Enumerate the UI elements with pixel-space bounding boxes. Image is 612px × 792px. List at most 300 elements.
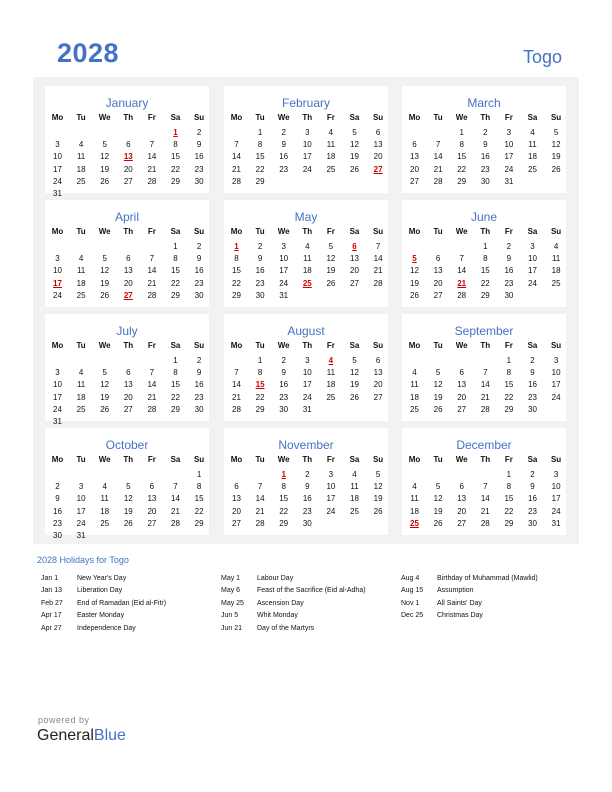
month-title: May: [294, 210, 318, 224]
day-cell: 12: [326, 254, 336, 264]
holiday-name: Christmas Day: [437, 612, 483, 620]
day-cell: 26: [350, 164, 359, 174]
day-cell: 16: [528, 380, 537, 390]
weekday-label: Th: [480, 341, 491, 350]
day-cell: 16: [255, 266, 265, 276]
day-cell: 30: [504, 290, 514, 300]
weekday-label: Mo: [408, 341, 421, 350]
day-cell: 26: [410, 290, 419, 300]
day-cell: 2: [55, 482, 60, 492]
month-title: April: [114, 210, 139, 224]
day-cell: 12: [123, 494, 133, 504]
weekday-label: Mo: [408, 227, 421, 236]
day-cell: 30: [194, 404, 204, 414]
weekday-label: Th: [480, 113, 491, 122]
day-cell: 25: [326, 392, 336, 402]
day-cell: 12: [100, 152, 110, 162]
month-panel: [224, 314, 388, 421]
day-cell: 7: [173, 482, 178, 492]
day-cell: 21: [232, 392, 241, 402]
day-cell: 14: [480, 380, 490, 390]
weekday-label: Sa: [349, 227, 360, 236]
holiday-date: Aug 4: [401, 575, 420, 582]
month-panel: [224, 200, 388, 307]
day-cell: 18: [100, 506, 110, 516]
day-cell: 7: [149, 368, 155, 378]
weekday-label: Tu: [76, 227, 86, 236]
holiday-day-cell: 1: [234, 242, 239, 251]
day-cell: 21: [232, 164, 241, 174]
day-cell: 31: [551, 518, 561, 528]
day-cell: 11: [100, 494, 109, 504]
day-cell: 24: [279, 278, 289, 288]
day-cell: 15: [194, 494, 204, 504]
day-cell: 15: [504, 380, 514, 390]
weekday-label: We: [98, 113, 111, 122]
weekday-label: Tu: [255, 227, 265, 236]
weekday-label: Tu: [255, 113, 265, 122]
month-title: October: [105, 438, 149, 452]
weekday-label: Sa: [349, 113, 360, 122]
day-cell: 18: [76, 278, 86, 288]
holiday-day-cell: 25: [302, 278, 312, 288]
weekday-label: Mo: [230, 113, 243, 122]
day-cell: 6: [375, 128, 381, 137]
day-cell: 9: [506, 254, 512, 264]
day-cell: 26: [433, 404, 443, 414]
holiday-row: [221, 612, 401, 624]
weekday-label: Fr: [504, 455, 513, 464]
day-cell: 17: [53, 164, 62, 174]
day-cell: 22: [504, 392, 514, 402]
day-cell: 19: [123, 506, 133, 516]
day-cell: 11: [76, 266, 86, 276]
day-cell: 24: [504, 164, 514, 174]
day-cell: 2: [281, 356, 286, 365]
weekday-label: Th: [302, 113, 313, 122]
day-cell: 18: [326, 380, 336, 390]
day-cell: 21: [373, 266, 383, 276]
day-cell: 20: [373, 380, 383, 390]
holiday-date: Nov 1: [401, 599, 420, 607]
day-cell: 31: [279, 290, 289, 300]
day-cell: 16: [480, 152, 490, 162]
month-title: August: [287, 324, 325, 338]
month-panel: [224, 86, 388, 193]
day-cell: 22: [171, 278, 180, 288]
weekday-label: Fr: [147, 113, 156, 122]
holiday-date: Aug 15: [401, 587, 424, 595]
holiday-row: [221, 587, 401, 599]
day-cell: 2: [483, 128, 488, 137]
day-cell: 29: [504, 518, 514, 528]
day-cell: 17: [504, 152, 514, 162]
day-cell: 13: [457, 494, 467, 504]
day-cell: 1: [459, 128, 464, 137]
day-cell: 3: [553, 356, 559, 365]
day-cell: 5: [435, 368, 441, 378]
day-cell: 8: [173, 368, 178, 378]
weekday-label: We: [98, 227, 111, 236]
day-cell: 27: [123, 176, 133, 186]
holiday-day-cell: 1: [281, 470, 286, 479]
day-cell: 29: [194, 518, 204, 528]
weekday-label: Tu: [255, 341, 265, 350]
day-cell: 23: [194, 164, 204, 174]
weekday-label: Su: [372, 455, 384, 464]
weekday-label: Tu: [76, 455, 86, 464]
day-cell: 9: [196, 368, 202, 378]
holiday-row: [41, 575, 221, 587]
weekday-label: Mo: [51, 341, 64, 350]
day-cell: 29: [480, 290, 490, 300]
day-cell: 22: [255, 164, 265, 174]
weekday-label: Sa: [349, 455, 360, 464]
day-cell: 1: [257, 356, 263, 365]
day-cell: 30: [53, 531, 62, 540]
holiday-name: New Year's Day: [77, 575, 127, 582]
day-cell: 29: [171, 176, 180, 186]
weekday-label: We: [277, 227, 290, 236]
day-cell: 4: [412, 482, 417, 492]
day-cell: 31: [53, 189, 62, 198]
holiday-name: Independence Day: [77, 624, 136, 632]
holiday-date: Jan 13: [41, 587, 63, 595]
day-cell: 14: [232, 152, 241, 162]
weekday-label: Fr: [147, 227, 156, 236]
weekday-label: Fr: [326, 341, 335, 350]
day-cell: 2: [257, 242, 263, 251]
day-cell: 29: [171, 404, 180, 414]
holiday-day-cell: 4: [328, 356, 334, 365]
weekday-label: We: [455, 455, 468, 464]
day-cell: 24: [302, 164, 312, 174]
day-cell: 10: [302, 368, 312, 378]
month-panel: [45, 314, 209, 426]
day-cell: 28: [147, 404, 157, 414]
day-cell: 18: [410, 506, 419, 516]
month-title: March: [467, 96, 501, 110]
day-cell: 30: [302, 518, 312, 528]
day-cell: 29: [232, 290, 241, 300]
day-cell: 29: [457, 176, 467, 186]
day-cell: 14: [480, 494, 490, 504]
day-cell: 16: [194, 380, 204, 390]
day-cell: 6: [149, 482, 155, 492]
day-cell: 11: [326, 140, 336, 150]
holiday-date: Jun 5: [221, 612, 239, 620]
holiday-row: [221, 600, 401, 612]
day-cell: 8: [459, 140, 464, 150]
day-cell: 18: [350, 494, 359, 504]
weekday-label: Su: [193, 113, 205, 122]
holiday-row: [401, 600, 581, 612]
day-cell: 21: [147, 278, 157, 288]
day-cell: 18: [76, 392, 86, 402]
holiday-name: Day of the Martyrs: [257, 624, 315, 632]
day-cell: 23: [53, 518, 62, 528]
holiday-column: [221, 575, 401, 637]
weekday-label: Sa: [527, 341, 538, 350]
holiday-row: [41, 587, 221, 599]
day-cell: 5: [328, 242, 334, 251]
day-cell: 22: [279, 506, 289, 516]
day-cell: 28: [232, 176, 241, 186]
holiday-name: All Saints' Day: [437, 599, 482, 607]
day-cell: 8: [173, 254, 178, 264]
day-cell: 1: [257, 128, 263, 137]
weekday-label: We: [277, 113, 290, 122]
day-cell: 3: [55, 254, 60, 264]
day-cell: 25: [528, 164, 537, 174]
day-cell: 7: [483, 368, 488, 378]
weekday-label: Fr: [326, 113, 335, 122]
day-cell: 14: [457, 266, 467, 276]
month-title: September: [454, 324, 514, 338]
day-cell: 1: [506, 356, 512, 365]
day-cell: 16: [302, 494, 312, 504]
weekday-label: We: [277, 455, 290, 464]
day-cell: 5: [126, 482, 131, 492]
day-cell: 14: [147, 152, 157, 162]
day-cell: 19: [410, 278, 419, 288]
day-cell: 1: [173, 356, 178, 365]
day-cell: 22: [504, 506, 514, 516]
day-cell: 29: [504, 404, 514, 414]
day-cell: 18: [410, 392, 419, 402]
weekday-label: Tu: [433, 341, 443, 350]
day-cell: 23: [302, 506, 312, 516]
day-cell: 24: [53, 290, 62, 300]
day-cell: 9: [55, 494, 60, 504]
brand-logo[interactable]: [37, 727, 126, 745]
day-cell: 7: [435, 140, 441, 150]
day-cell: 1: [483, 242, 488, 251]
day-cell: 17: [76, 506, 86, 516]
day-cell: 23: [528, 506, 537, 516]
day-cell: 11: [410, 494, 419, 504]
day-cell: 17: [302, 380, 312, 390]
day-cell: 8: [257, 368, 263, 378]
day-cell: 5: [435, 482, 441, 492]
day-cell: 27: [373, 392, 383, 402]
weekday-label: Th: [123, 227, 134, 236]
day-cell: 16: [53, 506, 62, 516]
weekday-label: Th: [302, 227, 313, 236]
day-cell: 22: [194, 506, 204, 516]
day-cell: 20: [373, 152, 383, 162]
day-cell: 25: [551, 278, 561, 288]
day-cell: 28: [232, 404, 241, 414]
weekday-label: Th: [480, 227, 491, 236]
day-cell: 1: [196, 470, 202, 479]
day-cell: 3: [530, 242, 535, 251]
weekday-label: Mo: [408, 455, 421, 464]
holiday-date: Dec 25: [401, 612, 424, 620]
day-cell: 26: [433, 518, 443, 528]
day-cell: 29: [171, 290, 180, 300]
day-cell: 2: [530, 356, 535, 365]
day-cell: 7: [483, 482, 488, 492]
day-cell: 10: [53, 380, 62, 390]
day-cell: 16: [528, 494, 537, 504]
day-cell: 10: [326, 482, 336, 492]
weekday-label: Tu: [433, 227, 443, 236]
day-cell: 23: [480, 164, 490, 174]
day-cell: 21: [433, 164, 443, 174]
holiday-day-cell: 15: [255, 380, 265, 390]
day-cell: 6: [459, 368, 464, 378]
day-cell: 13: [123, 380, 133, 390]
day-cell: 28: [147, 290, 157, 300]
holiday-row: [41, 625, 221, 637]
day-cell: 21: [147, 164, 157, 174]
day-cell: 8: [196, 482, 202, 492]
day-cell: 3: [553, 470, 559, 479]
day-cell: 15: [171, 266, 180, 276]
weekday-label: Fr: [504, 113, 513, 122]
weekday-label: Fr: [147, 455, 156, 464]
day-cell: 3: [78, 482, 84, 492]
holiday-day-cell: 27: [373, 164, 383, 174]
weekday-label: Th: [302, 455, 313, 464]
day-cell: 28: [171, 518, 180, 528]
day-cell: 20: [350, 266, 359, 276]
day-cell: 21: [171, 506, 180, 516]
day-cell: 31: [504, 176, 514, 186]
day-cell: 24: [528, 278, 537, 288]
weekday-label: Tu: [255, 455, 265, 464]
month-panel: [402, 428, 566, 535]
day-cell: 31: [76, 531, 86, 540]
day-cell: 18: [528, 152, 537, 162]
day-cell: 9: [530, 482, 535, 492]
day-cell: 26: [100, 404, 110, 414]
month-title: February: [281, 96, 331, 110]
day-cell: 9: [483, 140, 488, 150]
day-cell: 13: [373, 368, 383, 378]
weekday-label: Mo: [408, 113, 421, 122]
day-cell: 8: [483, 254, 488, 264]
day-cell: 12: [100, 380, 110, 390]
holiday-column: [401, 575, 581, 625]
day-cell: 25: [326, 164, 336, 174]
day-cell: 19: [326, 266, 336, 276]
day-cell: 9: [305, 482, 310, 492]
holiday-day-cell: 5: [412, 254, 417, 264]
holiday-row: [401, 575, 581, 587]
day-cell: 3: [305, 356, 310, 365]
day-cell: 14: [232, 380, 241, 390]
day-cell: 7: [257, 482, 263, 492]
day-cell: 4: [553, 242, 559, 251]
weekday-label: Sa: [170, 455, 181, 464]
year-title: 2028: [57, 38, 120, 68]
day-cell: 3: [55, 140, 60, 150]
day-cell: 10: [528, 254, 537, 264]
day-cell: 10: [504, 140, 514, 150]
day-cell: 20: [123, 392, 133, 402]
day-cell: 12: [373, 482, 383, 492]
day-cell: 9: [196, 254, 202, 264]
day-cell: 2: [506, 242, 512, 251]
day-cell: 16: [504, 266, 514, 276]
weekday-label: Fr: [326, 227, 335, 236]
day-cell: 21: [480, 506, 490, 516]
day-cell: 18: [551, 266, 561, 276]
day-cell: 28: [457, 290, 467, 300]
day-cell: 29: [255, 176, 265, 186]
day-cell: 30: [255, 290, 265, 300]
day-cell: 22: [255, 392, 265, 402]
day-cell: 6: [435, 254, 441, 264]
weekday-label: Th: [480, 455, 491, 464]
weekday-label: Tu: [76, 341, 86, 350]
day-cell: 12: [350, 368, 359, 378]
day-cell: 7: [149, 140, 155, 150]
day-cell: 10: [302, 140, 312, 150]
day-cell: 30: [528, 518, 537, 528]
day-cell: 13: [433, 266, 443, 276]
day-cell: 13: [123, 266, 133, 276]
day-cell: 8: [234, 254, 239, 264]
day-cell: 19: [350, 380, 359, 390]
day-cell: 7: [234, 368, 239, 378]
holiday-day-cell: 17: [53, 278, 62, 288]
day-cell: 19: [551, 152, 561, 162]
day-cell: 18: [326, 152, 336, 162]
holiday-date: May 25: [221, 599, 244, 607]
day-cell: 20: [123, 164, 133, 174]
day-cell: 9: [257, 254, 263, 264]
day-cell: 20: [410, 164, 419, 174]
day-cell: 6: [126, 368, 131, 378]
weekday-label: Fr: [147, 341, 156, 350]
day-cell: 15: [171, 152, 180, 162]
day-cell: 5: [102, 140, 107, 150]
day-cell: 6: [412, 140, 417, 150]
day-cell: 22: [457, 164, 467, 174]
day-cell: 13: [232, 494, 241, 504]
day-cell: 3: [506, 128, 512, 137]
day-cell: 8: [506, 368, 512, 378]
day-cell: 30: [279, 404, 289, 414]
day-cell: 18: [76, 164, 86, 174]
weekday-label: Mo: [51, 455, 64, 464]
day-cell: 27: [350, 278, 359, 288]
day-cell: 24: [302, 392, 312, 402]
day-cell: 5: [553, 128, 559, 137]
day-cell: 11: [528, 140, 537, 150]
holiday-name: Whit Monday: [257, 612, 298, 620]
calendar-grid: [33, 77, 579, 544]
weekday-label: Mo: [230, 227, 243, 236]
day-cell: 25: [76, 404, 86, 414]
day-cell: 4: [78, 368, 84, 378]
holiday-day-cell: 27: [123, 290, 133, 300]
day-cell: 27: [410, 176, 419, 186]
day-cell: 27: [232, 518, 241, 528]
day-cell: 14: [255, 494, 265, 504]
day-cell: 17: [528, 266, 537, 276]
day-cell: 23: [255, 278, 265, 288]
day-cell: 28: [147, 176, 157, 186]
holiday-name: End of Ramadan (Eid al-Fitr): [77, 599, 167, 607]
day-cell: 7: [459, 254, 464, 264]
day-cell: 26: [100, 290, 110, 300]
day-cell: 11: [350, 482, 359, 492]
weekday-label: Mo: [230, 341, 243, 350]
